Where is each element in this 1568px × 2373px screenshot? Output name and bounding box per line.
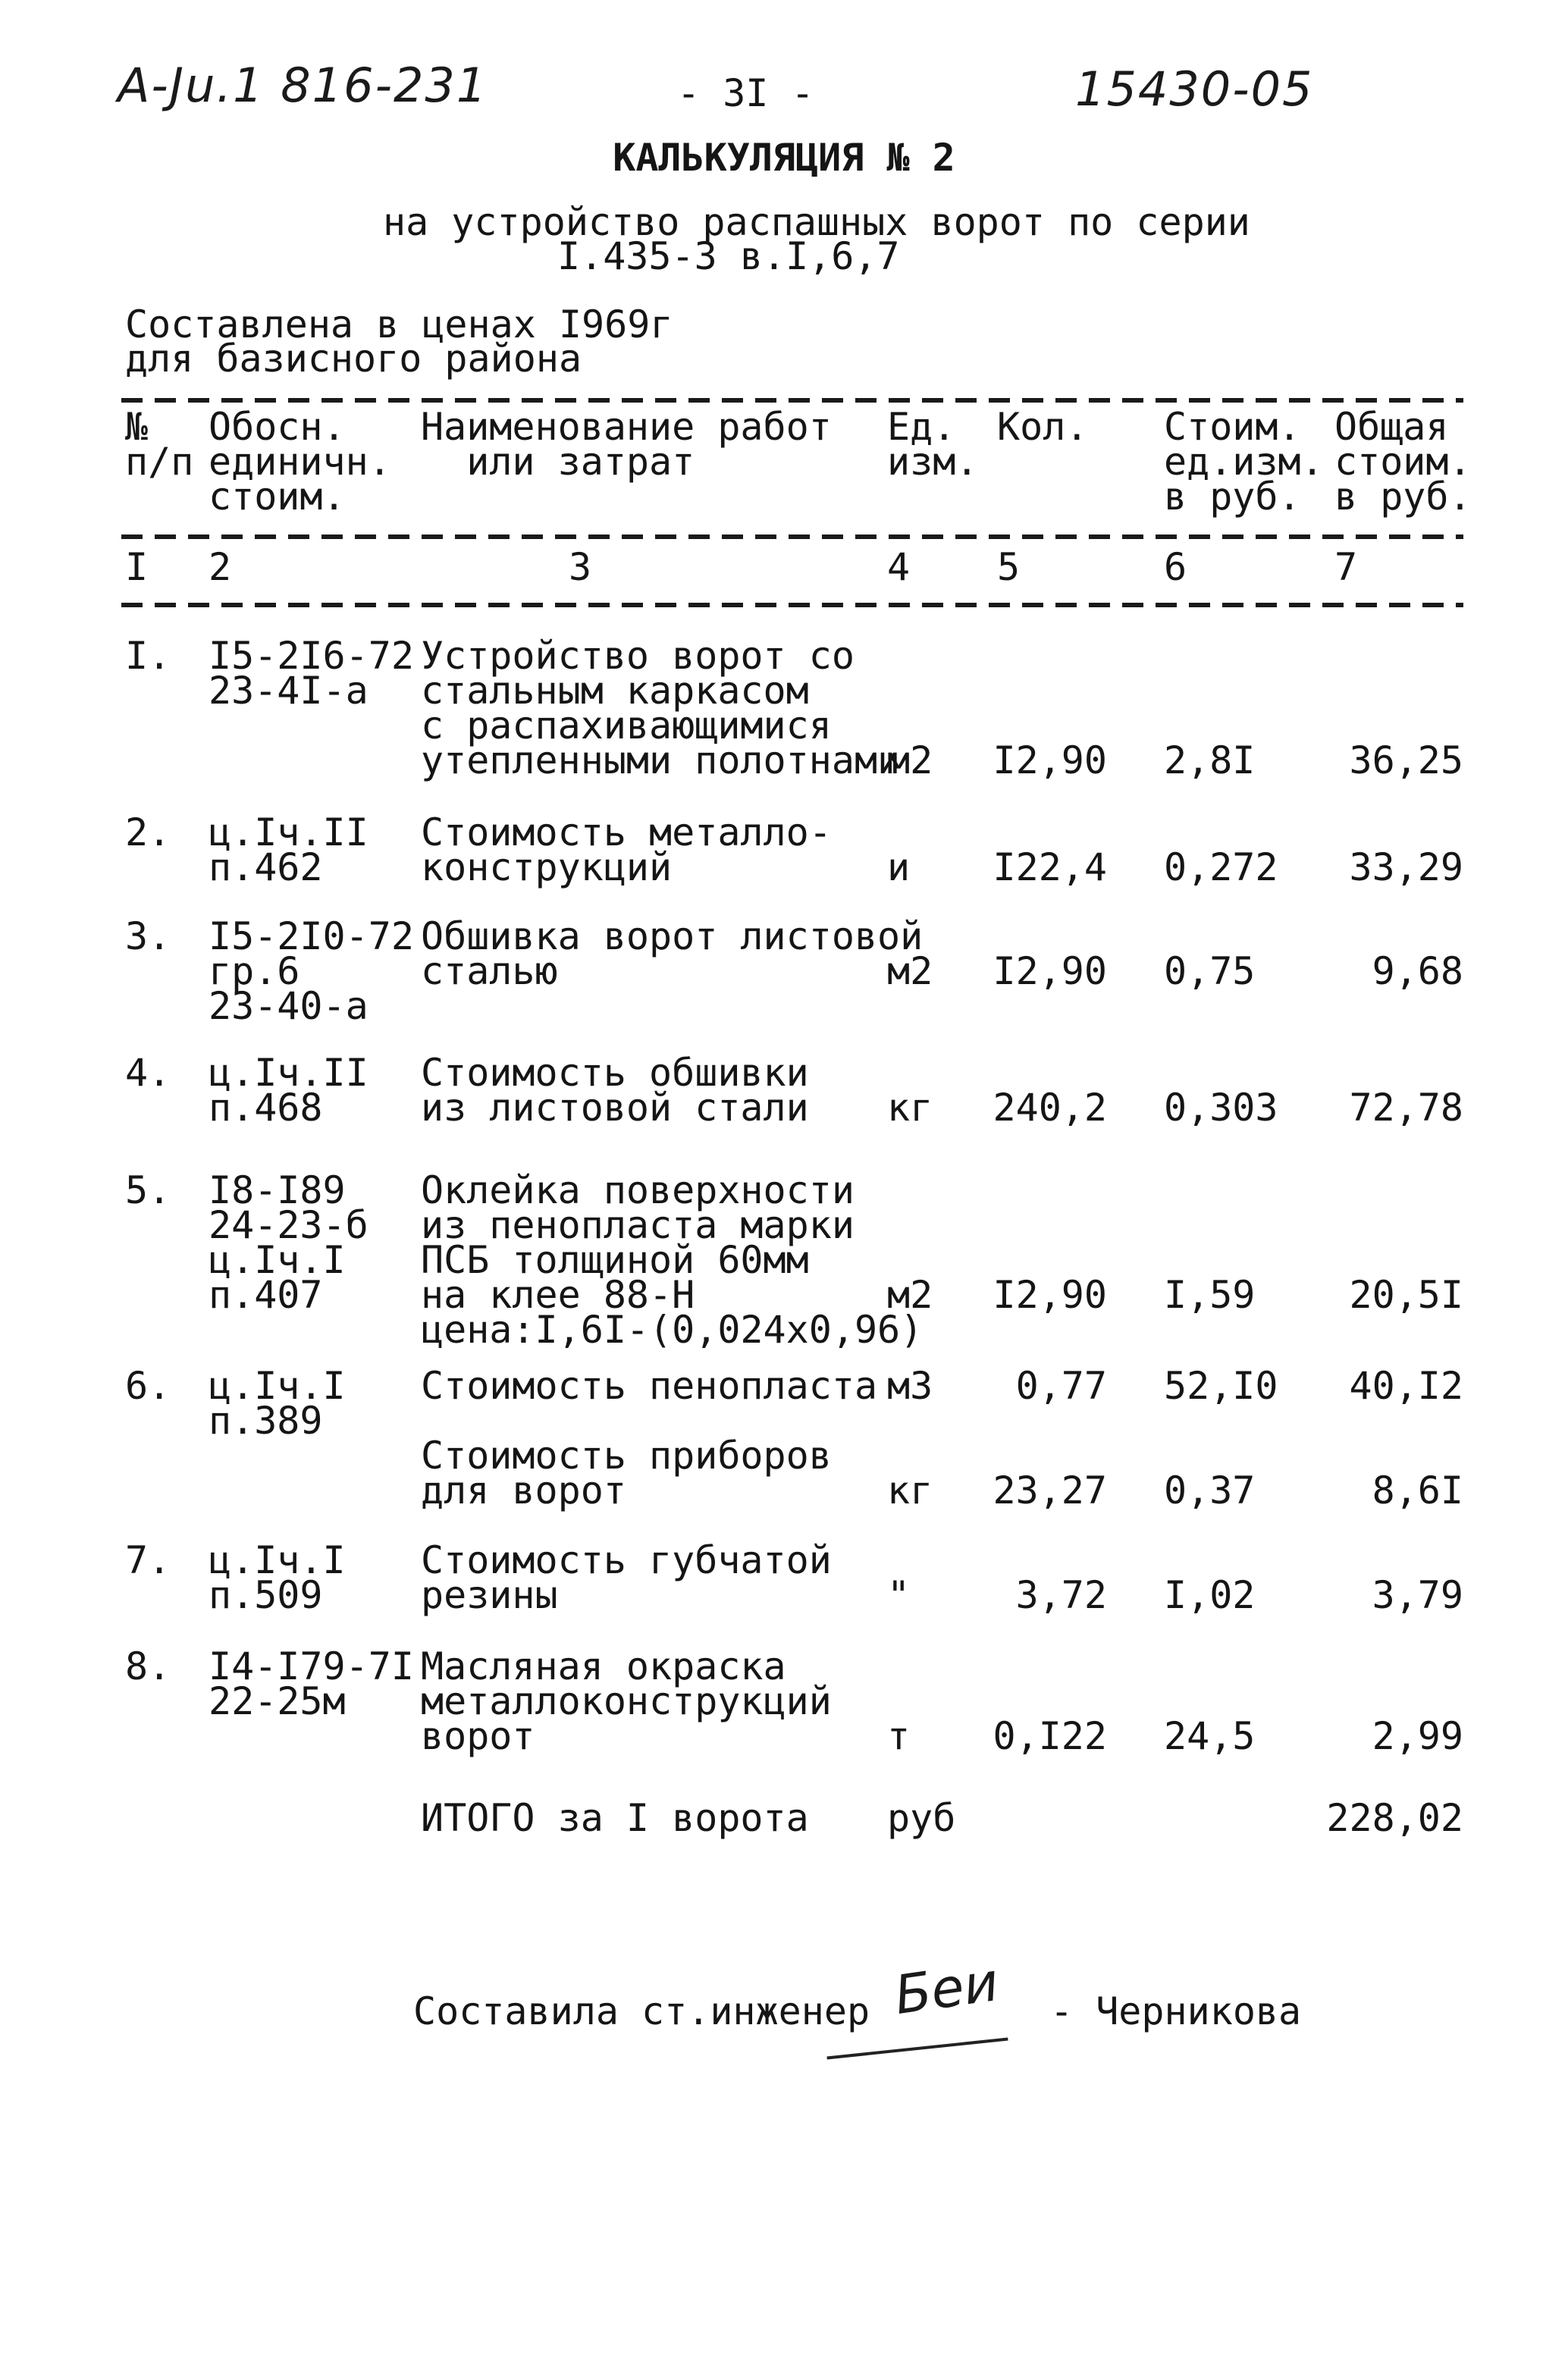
- row-total: 3,79: [1372, 1573, 1463, 1617]
- row-unit: м3: [887, 1364, 933, 1408]
- row-total: 72,78: [1349, 1086, 1463, 1130]
- document-series: I.435-3 в.I,6,7: [557, 234, 900, 278]
- price-basis: Составлена в ценах I969г: [125, 303, 673, 346]
- total-value: 228,02: [1326, 1796, 1463, 1840]
- row-basis-line: 23-40-а: [209, 984, 368, 1028]
- row-basis-line: I5-2I6-72: [209, 634, 414, 678]
- header-mid-rule: [121, 534, 1463, 539]
- row-name-line: ворот: [421, 1714, 535, 1758]
- row-quantity: 0,I22: [993, 1714, 1107, 1758]
- column-number: 6: [1164, 545, 1187, 589]
- row-unit: м2: [887, 1273, 933, 1317]
- column-number: 5: [997, 545, 1021, 589]
- row-name-line: цена:I,6I-(0,024х0,96): [421, 1308, 924, 1352]
- row-unit-price: 0,303: [1164, 1086, 1278, 1130]
- row-name-line: Стоимость металло-: [421, 810, 832, 854]
- row-total: 9,68: [1372, 949, 1463, 993]
- row-basis-line: ц.Iч.II: [209, 1051, 368, 1095]
- row-quantity: I2,90: [993, 1273, 1107, 1317]
- header-bottom-rule: [121, 603, 1463, 607]
- row-number: 3.: [125, 914, 171, 958]
- region-basis: для базисного района: [125, 337, 582, 381]
- row-quantity: I2,90: [993, 738, 1107, 782]
- header-top-rule: [121, 398, 1463, 403]
- row-basis-line: I4-I79-7I: [209, 1644, 414, 1688]
- row-name-line: Устройство ворот со: [421, 634, 855, 678]
- row-unit: м2: [887, 949, 933, 993]
- row-basis-line: ц.Iч.I: [209, 1364, 346, 1408]
- row-name-line: Масляная окраска: [421, 1644, 786, 1688]
- document-subtitle: на устройство распашных ворот по серии: [383, 200, 1250, 244]
- col-header-no: № п/п: [125, 405, 194, 484]
- row-total: 33,29: [1349, 845, 1463, 889]
- row-name-line: на клее 88-Н: [421, 1273, 695, 1317]
- row-number: 8.: [125, 1644, 171, 1688]
- row-unit: м2: [887, 738, 933, 782]
- row-unit-price: 0,37: [1164, 1469, 1256, 1513]
- row-basis-line: ц.Iч.I: [209, 1538, 346, 1582]
- col-header-name: Наименование работ или затрат: [421, 405, 832, 484]
- row-unit: кг: [887, 1086, 933, 1130]
- signature-underline: [826, 2037, 1008, 2059]
- row-unit: кг: [887, 1469, 933, 1513]
- row-name-line: Оклейка поверхности: [421, 1168, 855, 1212]
- row-basis-line: п.468: [209, 1086, 323, 1130]
- row-name-line: Стоимость обшивки: [421, 1051, 809, 1095]
- row-name-line: ПСБ толщиной 60мм: [421, 1238, 809, 1282]
- row-quantity: 3,72: [1015, 1573, 1107, 1617]
- handwritten-doc-code: A-Ju.1 816-231: [118, 58, 488, 113]
- row-basis-line: 23-4I-а: [209, 669, 368, 713]
- row-name-line: металлоконструкций: [421, 1679, 832, 1723]
- row-unit-price: 0,272: [1164, 845, 1278, 889]
- signature: Беи: [890, 1950, 1002, 2027]
- handwritten-archive-number: 15430-05: [1075, 61, 1314, 117]
- row-name-line: для ворот: [421, 1469, 626, 1513]
- row-name-line: конструкций: [421, 845, 673, 889]
- row-quantity: I2,90: [993, 949, 1107, 993]
- col-header-unit-price: Стоим. ед.изм. в руб.: [1164, 405, 1324, 519]
- row-name-line: из листовой стали: [421, 1086, 809, 1130]
- row-name-line: Обшивка ворот листовой: [421, 914, 924, 958]
- column-number: 3: [569, 545, 592, 589]
- row-name-line: резины: [421, 1573, 558, 1617]
- row-name-line: Стоимость губчатой: [421, 1538, 832, 1582]
- preparer-surname: - Черникова: [1050, 1989, 1302, 2033]
- row-number: 7.: [125, 1538, 171, 1582]
- col-header-total: Общая стоим. в руб.: [1334, 405, 1472, 519]
- row-basis-line: ц.Iч.I: [209, 1238, 346, 1282]
- row-name-line: с распахивающимися: [421, 704, 832, 748]
- row-basis-line: п.407: [209, 1273, 323, 1317]
- row-name-line: Стоимость пенопласта: [421, 1364, 878, 1408]
- row-total: 8,6I: [1372, 1469, 1463, 1513]
- total-label: ИТОГО за I ворота: [421, 1796, 809, 1840]
- row-number: I.: [125, 634, 171, 678]
- document-title: КАЛЬКУЛЯЦИЯ № 2: [613, 136, 955, 180]
- row-unit-price: I,59: [1164, 1273, 1256, 1317]
- row-basis-line: I5-2I0-72: [209, 914, 414, 958]
- row-unit: ": [887, 1573, 911, 1617]
- column-number: I: [125, 545, 149, 589]
- row-total: 40,I2: [1349, 1364, 1463, 1408]
- row-total: 2,99: [1372, 1714, 1463, 1758]
- row-quantity: 23,27: [993, 1469, 1107, 1513]
- row-basis-line: ц.Iч.II: [209, 810, 368, 854]
- row-unit: и: [887, 845, 911, 889]
- row-unit-price: 2,8I: [1164, 738, 1256, 782]
- page-number: - 3I -: [677, 71, 814, 115]
- row-name-line: из пенопласта марки: [421, 1203, 855, 1247]
- row-number: 2.: [125, 810, 171, 854]
- row-basis-line: I8-I89: [209, 1168, 346, 1212]
- row-number: 5.: [125, 1168, 171, 1212]
- col-header-unit: Ед. изм.: [887, 405, 979, 484]
- row-basis-line: гр.6: [209, 949, 300, 993]
- row-basis-line: п.389: [209, 1399, 323, 1443]
- prepared-by: Составила ст.инженер: [413, 1989, 870, 2033]
- total-unit: руб: [887, 1796, 956, 1840]
- row-name-line: сталью: [421, 949, 558, 993]
- row-name-line: стальным каркасом: [421, 669, 809, 713]
- row-unit: т: [887, 1714, 911, 1758]
- column-number: 2: [209, 545, 232, 589]
- row-quantity: I22,4: [993, 845, 1107, 889]
- row-quantity: 0,77: [1015, 1364, 1107, 1408]
- column-number: 4: [887, 545, 911, 589]
- row-unit-price: I,02: [1164, 1573, 1256, 1617]
- row-total: 20,5I: [1349, 1273, 1463, 1317]
- row-quantity: 240,2: [993, 1086, 1107, 1130]
- row-unit-price: 0,75: [1164, 949, 1256, 993]
- column-number: 7: [1334, 545, 1358, 589]
- row-basis-line: 22-25м: [209, 1679, 346, 1723]
- row-unit-price: 52,I0: [1164, 1364, 1278, 1408]
- row-name-line: утепленными полотнами: [421, 738, 901, 782]
- col-header-qty: Кол.: [997, 405, 1089, 449]
- row-unit-price: 24,5: [1164, 1714, 1256, 1758]
- row-basis-line: п.462: [209, 845, 323, 889]
- row-basis-line: 24-23-б: [209, 1203, 368, 1247]
- row-basis-line: п.509: [209, 1573, 323, 1617]
- col-header-basis: Обосн. единичн. стоим.: [209, 405, 391, 519]
- row-name-line: Стоимость приборов: [421, 1434, 832, 1478]
- row-number: 4.: [125, 1051, 171, 1095]
- row-total: 36,25: [1349, 738, 1463, 782]
- row-number: 6.: [125, 1364, 171, 1408]
